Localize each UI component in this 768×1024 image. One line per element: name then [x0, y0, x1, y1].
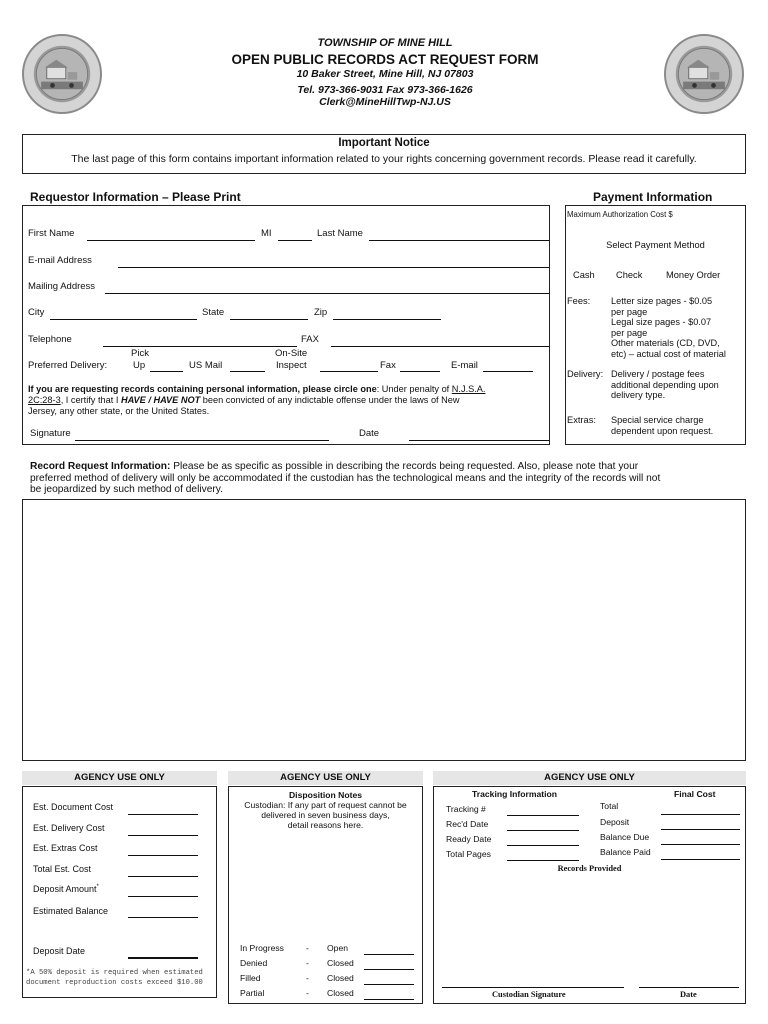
- fax-delivery-label: Fax: [380, 360, 396, 371]
- email-delivery-label: E-mail: [451, 360, 478, 371]
- fee-legal: Legal size pages - $0.07: [611, 317, 712, 328]
- last-name-label: Last Name: [317, 228, 363, 239]
- certify-text: , I certify that I: [60, 395, 121, 405]
- notice-text: The last page of this form contains important information related to your rights concerning government records. Please read it carefully.: [71, 153, 697, 165]
- extras-fees: [611, 415, 713, 436]
- status-in-progress: In Progress: [240, 943, 284, 953]
- requestor-title: Requestor Information – Please Print: [30, 190, 241, 204]
- status-closed: Closed: [327, 988, 354, 998]
- status-denied-field[interactable]: [364, 969, 414, 970]
- delivery-fee-3: delivery type.: [611, 390, 666, 401]
- custodian-date-field[interactable]: [639, 987, 739, 988]
- deposit-date-field[interactable]: [128, 957, 198, 959]
- zip-label: Zip: [314, 307, 328, 318]
- fee-letter-unit: per page: [611, 306, 648, 317]
- personal-info-text: : Under penalty of: [376, 384, 452, 394]
- have-option[interactable]: HAVE: [120, 395, 146, 405]
- state-label: State: [202, 307, 225, 318]
- custodian-signature-field[interactable]: [442, 987, 624, 988]
- status-row: [229, 971, 422, 986]
- form-title: OPEN PUBLIC RECORDS ACT REQUEST FORM: [231, 52, 539, 67]
- record-request-text-1: Please be as specific as possible in describing the records being requested. Also, please note that your: [170, 461, 639, 472]
- njsa-ref: N.J.S.A.: [451, 384, 486, 394]
- have-not-option[interactable]: HAVE NOT: [153, 395, 201, 405]
- cash-option[interactable]: Cash: [573, 270, 595, 280]
- offense-text: been convicted of any indictable offense under the laws of New: [200, 395, 460, 405]
- deposit-footnote-mark: *: [96, 884, 99, 890]
- fee-letter: Letter size pages - $0.05: [611, 296, 713, 306]
- final-cost-title: Final Cost: [674, 789, 716, 799]
- record-request-text-3: be jeopardized by such method of delivery.: [30, 484, 223, 495]
- status-row: [229, 986, 422, 1001]
- city-label: City: [28, 307, 45, 318]
- date-label: Date: [359, 428, 380, 439]
- extras-label: Extras:: [567, 415, 596, 425]
- deposit-date-label: Deposit Date: [33, 946, 86, 956]
- check-option[interactable]: Check: [616, 270, 643, 280]
- fee-other-cost: etc) – actual cost of material: [611, 348, 726, 359]
- status-closed: Closed: [327, 958, 354, 968]
- status-dash: -: [306, 973, 309, 983]
- mailing-label: Mailing Address: [28, 281, 96, 292]
- status-filled: Filled: [240, 973, 261, 983]
- personal-info-bold: If you are requesting records containing personal information, please circle one: [28, 384, 377, 394]
- township-name: TOWNSHIP OF MINE HILL: [317, 37, 453, 49]
- payment-title: Payment Information: [593, 190, 713, 204]
- disposition-title: Disposition Notes: [288, 790, 363, 800]
- fax-delivery-field[interactable]: [400, 371, 440, 372]
- est-document-cost-label: Est. Document Cost: [33, 802, 114, 812]
- deposit-note-1: *A 50% deposit is required when estimated: [26, 969, 203, 977]
- deposit-amount-text: Deposit Amount: [33, 884, 97, 894]
- telephone-label: Telephone: [28, 334, 72, 345]
- last-name-field[interactable]: [369, 240, 549, 241]
- email-field[interactable]: [118, 267, 549, 268]
- extras-fee-2: dependent upon request.: [611, 425, 714, 436]
- est-delivery-cost-label: Est. Delivery Cost: [33, 823, 105, 833]
- record-request-instructions: [30, 461, 750, 496]
- estimated-balance-label: Estimated Balance: [33, 906, 109, 916]
- seal-emblem-icon: [666, 36, 742, 112]
- status-closed: Closed: [327, 973, 354, 983]
- pickup-field[interactable]: [150, 371, 183, 372]
- payment-box: [565, 205, 746, 445]
- deposit-footnote: [26, 968, 203, 988]
- first-name-label: First Name: [28, 228, 75, 239]
- telephone-field[interactable]: [103, 346, 297, 347]
- final-total-label: Total: [600, 801, 619, 811]
- delivery-label: Delivery:: [567, 369, 604, 379]
- custodian-date-label: Date: [680, 990, 697, 999]
- zip-field[interactable]: [333, 319, 441, 320]
- date-field[interactable]: [409, 440, 549, 441]
- status-dash: -: [306, 943, 309, 953]
- status-list: [229, 941, 422, 1001]
- agency-use-header-2: AGENCY USE ONLY: [228, 771, 423, 785]
- custodian-signature-label: Custodian Signature: [492, 990, 566, 999]
- tracking-number-field[interactable]: [507, 815, 579, 816]
- status-denied: Denied: [240, 958, 268, 968]
- township-email: Clerk@MineHillTwp-NJ.US: [319, 96, 451, 108]
- status-open: Open: [327, 943, 349, 953]
- township-address: 10 Baker Street, Mine Hill, NJ 07803: [296, 68, 474, 80]
- record-request-title: Record Request Information:: [30, 461, 171, 472]
- status-row: [229, 941, 422, 956]
- status-dash: -: [306, 988, 309, 998]
- tracking-title: Tracking Information: [472, 789, 557, 799]
- disposition-text-3: detail reasons here.: [287, 820, 364, 830]
- max-auth-label: Maximum Authorization Cost $: [567, 210, 673, 219]
- status-filled-field[interactable]: [364, 984, 414, 985]
- option-separator: /: [145, 395, 154, 405]
- us-mail-field[interactable]: [230, 371, 265, 372]
- fee-legal-unit: per page: [611, 327, 648, 338]
- est-extras-cost-field[interactable]: [128, 855, 198, 856]
- records-provided-area[interactable]: [436, 877, 743, 985]
- delivery-fees: [611, 369, 719, 401]
- est-extras-cost-label: Est. Extras Cost: [33, 843, 98, 853]
- ready-date-field[interactable]: [507, 845, 579, 846]
- on-site-label: On-Site: [275, 348, 308, 359]
- first-name-field[interactable]: [87, 240, 255, 241]
- city-field[interactable]: [50, 319, 197, 320]
- tracking-box: [433, 786, 746, 1004]
- up-label: Up: [133, 360, 146, 371]
- statute-ref: 2C:28-3: [28, 395, 61, 405]
- mailing-field[interactable]: [105, 293, 549, 294]
- disposition-text-1: Custodian: If any part of request cannot be: [244, 800, 407, 810]
- jurisdiction-text: Jersey, any other state, or the United States.: [28, 406, 210, 416]
- status-in-progress-field[interactable]: [364, 954, 414, 955]
- fee-other: Other materials (CD, DVD,: [611, 338, 720, 349]
- final-deposit-label: Deposit: [600, 817, 630, 827]
- inspect-field[interactable]: [320, 371, 378, 372]
- estimated-balance-field[interactable]: [128, 917, 198, 918]
- fax-label: FAX: [301, 334, 319, 345]
- agency-use-header-3: AGENCY USE ONLY: [433, 771, 746, 785]
- ready-date-label: Ready Date: [446, 834, 492, 844]
- record-request-textarea[interactable]: [22, 499, 746, 761]
- signature-field[interactable]: [75, 440, 329, 441]
- recd-date-field[interactable]: [507, 830, 579, 831]
- final-total-field[interactable]: [661, 814, 740, 815]
- state-field[interactable]: [230, 319, 308, 320]
- us-mail-label: US Mail: [189, 360, 223, 371]
- select-method-label: Select Payment Method: [606, 240, 705, 250]
- record-request-text-2: preferred method of delivery will only be accommodated if the custodian has the technological means and the integrity of the records will not: [30, 472, 661, 484]
- email-label: E-mail Address: [28, 255, 92, 266]
- township-seal-right: [664, 34, 744, 114]
- mi-label: MI: [261, 228, 272, 239]
- fax-field[interactable]: [331, 346, 549, 347]
- township-seal-left: [22, 34, 102, 114]
- email-delivery-field[interactable]: [483, 371, 533, 372]
- personal-info-certification: [28, 384, 548, 417]
- recd-date-label: Rec'd Date: [446, 819, 489, 829]
- delivery-fee-1: Delivery / postage fees: [611, 369, 705, 379]
- signature-label: Signature: [30, 428, 71, 439]
- status-row: [229, 956, 422, 971]
- deposit-amount-label: [33, 884, 99, 894]
- disposition-instructions: [229, 800, 422, 830]
- agency-cost-box: [22, 786, 217, 998]
- balance-paid-field[interactable]: [661, 859, 740, 860]
- total-pages-label: Total Pages: [446, 849, 491, 859]
- final-deposit-field[interactable]: [661, 829, 740, 830]
- important-notice-box: [22, 134, 746, 174]
- delivery-fee-2: additional depending upon: [611, 379, 719, 390]
- disposition-box: [228, 786, 423, 1004]
- mi-field[interactable]: [278, 240, 312, 241]
- township-phone-fax: Tel. 973-366-9031 Fax 973-366-1626: [297, 84, 473, 96]
- est-delivery-cost-field[interactable]: [128, 835, 198, 836]
- est-document-cost-field[interactable]: [128, 814, 198, 815]
- requestor-box: [22, 205, 550, 445]
- pick-label: Pick: [131, 348, 149, 359]
- notice-title: Important Notice: [338, 137, 430, 149]
- deposit-amount-field[interactable]: [128, 896, 198, 897]
- inspect-label: Inspect: [276, 360, 307, 371]
- pref-delivery-label: Preferred Delivery:: [28, 360, 108, 371]
- agency-use-header-1: AGENCY USE ONLY: [22, 771, 217, 785]
- total-est-cost-field[interactable]: [128, 876, 198, 877]
- status-partial-field[interactable]: [364, 999, 414, 1000]
- total-est-cost-label: Total Est. Cost: [33, 864, 92, 874]
- deposit-note-2: document reproduction costs exceed $10.00: [26, 979, 203, 987]
- balance-due-label: Balance Due: [600, 832, 650, 842]
- money-order-option[interactable]: Money Order: [666, 270, 721, 280]
- balance-paid-label: Balance Paid: [600, 847, 651, 857]
- records-provided-label: Records Provided: [557, 864, 622, 873]
- balance-due-field[interactable]: [661, 844, 740, 845]
- total-pages-field[interactable]: [507, 860, 579, 861]
- fees-list: [611, 296, 726, 360]
- extras-fee-1: Special service charge: [611, 415, 704, 425]
- status-dash: -: [306, 958, 309, 968]
- disposition-text-2: delivered in seven business days,: [261, 810, 390, 820]
- tracking-number-label: Tracking #: [446, 804, 486, 814]
- fees-label: Fees:: [567, 296, 591, 306]
- status-partial: Partial: [240, 988, 265, 998]
- seal-emblem-icon: [24, 36, 100, 112]
